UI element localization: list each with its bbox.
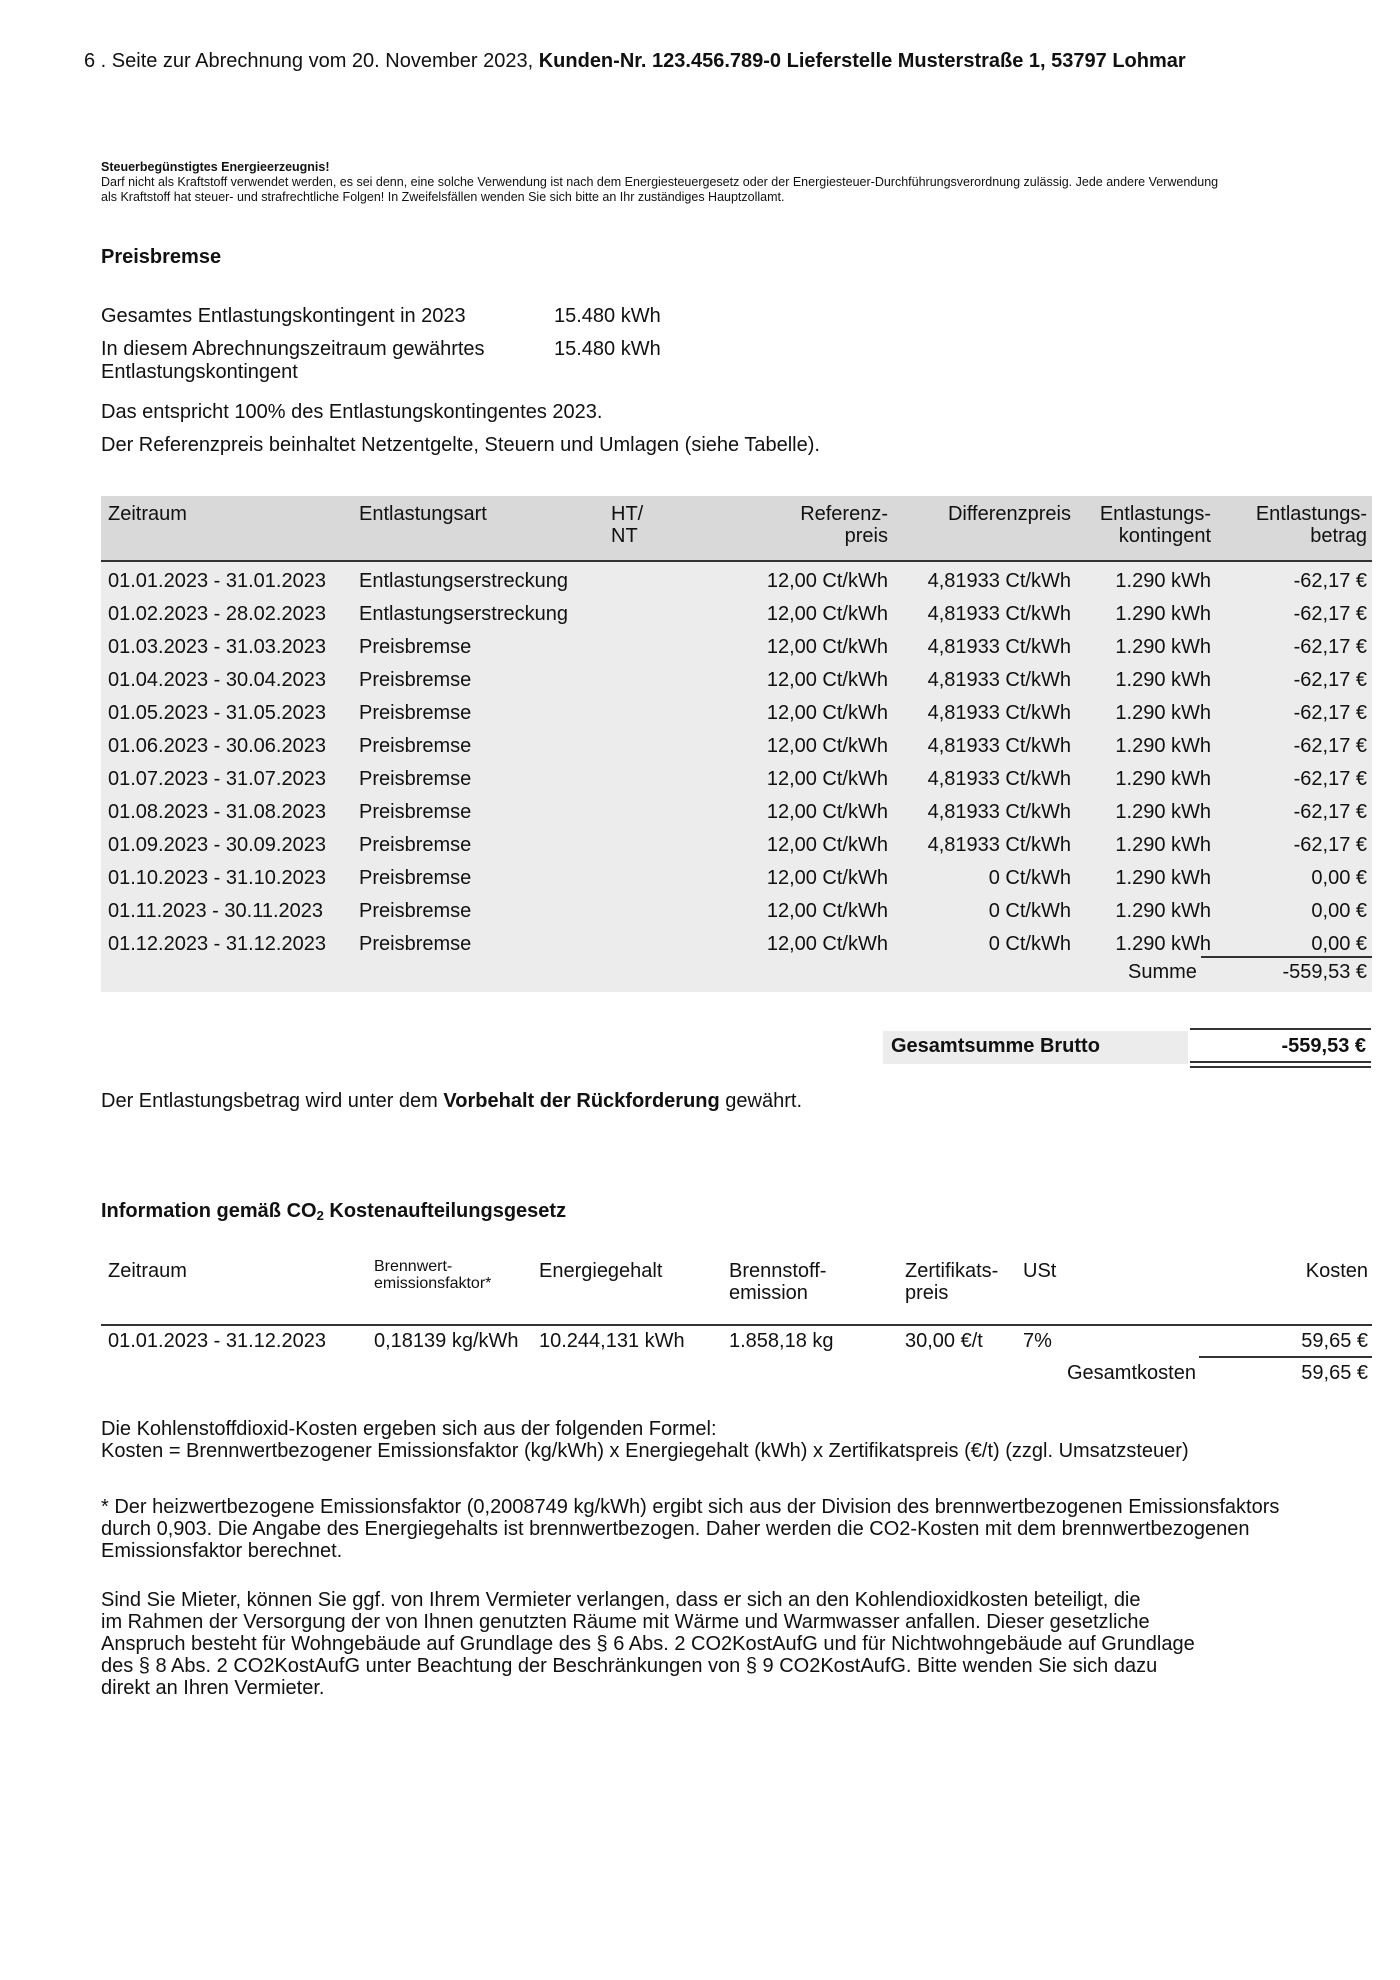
- preisbremse-table: [101, 496, 1372, 992]
- col-kontingent-line: kontingent: [1118, 525, 1211, 547]
- cell-entlastungsart: Preisbremse: [359, 933, 472, 955]
- cell-referenzpreis: 12,00 Ct/kWh: [766, 900, 888, 922]
- cell-kontingent: 1.290 kWh: [1115, 603, 1211, 625]
- cell-zeitraum: 01.08.2023 - 31.08.2023: [108, 801, 326, 823]
- cell-betrag: -62,17 €: [1293, 801, 1367, 823]
- total-gross-label: Gesamtsumme Brutto: [891, 1035, 1100, 1057]
- cell-referenzpreis: 12,00 Ct/kWh: [766, 702, 888, 724]
- co2-title-subscript: 2: [316, 1208, 324, 1223]
- tax-notice-line: als Kraftstoff hat steuer- und strafrechtliche Folgen! In Zweifelsfällen wenden Sie sich bitte an Ihr zuständiges Hauptzollamt.: [101, 190, 785, 204]
- cell-referenzpreis: 12,00 Ct/kWh: [766, 834, 888, 856]
- col-htnt: [611, 503, 643, 547]
- sum-value: -559,53 €: [1282, 961, 1367, 983]
- col-htnt-line: NT: [611, 525, 638, 547]
- co2-row-zeitraum: 01.01.2023 - 31.12.2023: [108, 1330, 326, 1352]
- co2-row-ust: 7%: [1023, 1330, 1052, 1352]
- cell-differenzpreis: 4,81933 Ct/kWh: [927, 570, 1071, 592]
- total-divider-bottom: [1190, 1066, 1371, 1068]
- co2-row-brennstoffemission: 1.858,18 kg: [729, 1330, 834, 1352]
- cell-referenzpreis: 12,00 Ct/kWh: [766, 867, 888, 889]
- cell-differenzpreis: 4,81933 Ct/kWh: [927, 834, 1071, 856]
- cell-differenzpreis: 4,81933 Ct/kWh: [927, 801, 1071, 823]
- cell-referenzpreis: 12,00 Ct/kWh: [766, 735, 888, 757]
- header-customer: Kunden-Nr. 123.456.789-0 Lieferstelle Musterstraße 1, 53797 Lohmar: [538, 50, 1186, 72]
- tax-notice-title: Steuerbegünstigtes Energieerzeugnis!: [101, 160, 330, 174]
- table-row: [101, 929, 1372, 962]
- tax-notice: [101, 160, 1369, 205]
- cell-betrag: -62,17 €: [1293, 735, 1367, 757]
- footnote-text: [101, 1496, 1391, 1562]
- cell-differenzpreis: 4,81933 Ct/kWh: [927, 735, 1071, 757]
- cell-differenzpreis: 4,81933 Ct/kWh: [927, 702, 1071, 724]
- col-ust: USt: [1023, 1260, 1057, 1282]
- total-divider-bottom: [1190, 1061, 1371, 1063]
- col-co2-zeitraum: Zeitraum: [108, 1260, 187, 1282]
- vorbehalt-text-bold: Vorbehalt der Rückforderung: [443, 1090, 720, 1112]
- cell-kontingent: 1.290 kWh: [1115, 834, 1211, 856]
- cell-referenzpreis: 12,00 Ct/kWh: [766, 603, 888, 625]
- cell-referenzpreis: 12,00 Ct/kWh: [766, 570, 888, 592]
- table-row: [101, 566, 1372, 599]
- footnote-line: Emissionsfaktor berechnet.: [101, 1540, 343, 1562]
- total-contingent-value: 15.480 kWh: [554, 305, 661, 327]
- cell-kontingent: 1.290 kWh: [1115, 636, 1211, 658]
- cell-kontingent: 1.290 kWh: [1115, 702, 1211, 724]
- col-brennstoffemission: [729, 1260, 826, 1304]
- tenant-info-line: Sind Sie Mieter, können Sie ggf. von Ihrem Vermieter verlangen, dass er sich an den Kohlendioxidkosten beteiligt, die: [101, 1589, 1141, 1611]
- period-contingent-label-line: Entlastungskontingent: [101, 361, 298, 383]
- cell-entlastungsart: Entlastungserstreckung: [359, 570, 569, 592]
- cell-differenzpreis: 4,81933 Ct/kWh: [927, 603, 1071, 625]
- cell-differenzpreis: 0 Ct/kWh: [988, 900, 1071, 922]
- col-referenzpreis-line: preis: [844, 525, 888, 547]
- cell-differenzpreis: 4,81933 Ct/kWh: [927, 636, 1071, 658]
- cell-referenzpreis: 12,00 Ct/kWh: [766, 669, 888, 691]
- cell-entlastungsart: Entlastungserstreckung: [359, 603, 569, 625]
- table-row: [101, 830, 1372, 863]
- cell-entlastungsart: Preisbremse: [359, 834, 472, 856]
- preisbremse-title: Preisbremse: [101, 246, 222, 268]
- cell-betrag: 0,00 €: [1311, 900, 1367, 922]
- cell-zeitraum: 01.06.2023 - 30.06.2023: [108, 735, 326, 757]
- col-differenzpreis: Differenzpreis: [947, 503, 1071, 525]
- col-htnt-line: HT/: [611, 503, 644, 525]
- total-contingent-label: Gesamtes Entlastungskontingent in 2023: [101, 305, 466, 327]
- cell-betrag: 0,00 €: [1311, 933, 1367, 955]
- vorbehalt-text-part: Der Entlastungsbetrag wird unter dem: [101, 1090, 444, 1112]
- total-divider-top: [1190, 1028, 1371, 1030]
- co2-header-divider: [101, 1324, 1372, 1326]
- col-brennstoffemission-line: Brennstoff-: [729, 1260, 827, 1282]
- cell-entlastungsart: Preisbremse: [359, 801, 472, 823]
- cell-zeitraum: 01.11.2023 - 30.11.2023: [108, 900, 323, 922]
- cell-betrag: -62,17 €: [1293, 702, 1367, 724]
- cell-kontingent: 1.290 kWh: [1115, 570, 1211, 592]
- cell-betrag: -62,17 €: [1293, 570, 1367, 592]
- cell-betrag: -62,17 €: [1293, 636, 1367, 658]
- table-row: [101, 731, 1372, 764]
- table-row: [101, 632, 1372, 665]
- table-row: [101, 665, 1372, 698]
- co2-sum-divider: [1199, 1356, 1372, 1358]
- table-row: [101, 764, 1372, 797]
- cell-referenzpreis: 12,00 Ct/kWh: [766, 636, 888, 658]
- reference-text: Der Referenzpreis beinhaltet Netzentgelte, Steuern und Umlagen (siehe Tabelle).: [101, 434, 820, 456]
- cell-betrag: -62,17 €: [1293, 768, 1367, 790]
- cell-entlastungsart: Preisbremse: [359, 735, 472, 757]
- cell-referenzpreis: 12,00 Ct/kWh: [766, 933, 888, 955]
- col-entlastungsart: Entlastungsart: [359, 503, 487, 525]
- tenant-info-line: im Rahmen der Versorgung der von Ihnen genutzten Räume mit Wärme und Warmwasser anfallen. Dieser gesetzliche: [101, 1611, 1150, 1633]
- cell-zeitraum: 01.01.2023 - 31.01.2023: [108, 570, 326, 592]
- cell-kontingent: 1.290 kWh: [1115, 933, 1211, 955]
- total-gross-value: -559,53 €: [1281, 1035, 1366, 1057]
- cell-zeitraum: 01.03.2023 - 31.03.2023: [108, 636, 326, 658]
- table-row: [101, 698, 1372, 731]
- cell-entlastungsart: Preisbremse: [359, 768, 472, 790]
- cell-entlastungsart: Preisbremse: [359, 900, 472, 922]
- vorbehalt-text-part: gewährt.: [719, 1090, 802, 1112]
- co2-total-value: 59,65 €: [1301, 1362, 1368, 1384]
- cell-zeitraum: 01.05.2023 - 31.05.2023: [108, 702, 326, 724]
- cell-differenzpreis: 0 Ct/kWh: [988, 867, 1071, 889]
- tax-notice-line: Darf nicht als Kraftstoff verwendet werden, es sei denn, eine solche Verwendung ist nach dem Energiesteuergesetz oder der Energiesteuer-Durchführungsverordnung zulässig. Jede andere Verwendung: [101, 175, 1219, 189]
- cell-betrag: -62,17 €: [1293, 669, 1367, 691]
- footnote-line: * Der heizwertbezogene Emissionsfaktor (0,2008749 kg/kWh) ergibt sich aus der Division des brennwertbezogenen Emissionsfaktors: [101, 1496, 1280, 1518]
- cell-differenzpreis: 0 Ct/kWh: [988, 933, 1071, 955]
- tenant-info-text: [101, 1589, 1391, 1699]
- cell-kontingent: 1.290 kWh: [1115, 669, 1211, 691]
- col-betrag: [1201, 503, 1367, 547]
- co2-row-zertifikatspreis: 30,00 €/t: [905, 1330, 983, 1352]
- cell-differenzpreis: 4,81933 Ct/kWh: [927, 768, 1071, 790]
- cell-differenzpreis: 4,81933 Ct/kWh: [927, 669, 1071, 691]
- col-kontingent-line: Entlastungs-: [1099, 503, 1211, 525]
- table-header: [101, 496, 1372, 562]
- co2-title-part: Kostenaufteilungsgesetz: [323, 1200, 567, 1222]
- sum-divider: [1201, 956, 1372, 958]
- co2-row-emissionsfaktor: 0,18139 kg/kWh: [374, 1330, 519, 1352]
- table-row: [101, 896, 1372, 929]
- col-emissionsfaktor-line: Brennwert-: [374, 1258, 453, 1275]
- col-referenzpreis: [701, 503, 888, 547]
- col-zertifikatspreis-line: Zertifikats-: [905, 1260, 999, 1282]
- footnote-line: durch 0,903. Die Angabe des Energiegehalts ist brennwertbezogen. Daher werden die CO2-Kosten mit dem brennwertbezogenen: [101, 1518, 1250, 1540]
- cell-betrag: 0,00 €: [1311, 867, 1367, 889]
- cell-referenzpreis: 12,00 Ct/kWh: [766, 801, 888, 823]
- co2-total-label: Gesamtkosten: [1067, 1362, 1196, 1384]
- period-contingent-label: [101, 338, 541, 384]
- col-zertifikatspreis-line: preis: [905, 1282, 949, 1304]
- cell-entlastungsart: Preisbremse: [359, 636, 472, 658]
- col-zeitraum: Zeitraum: [108, 503, 187, 525]
- co2-row-kosten: 59,65 €: [1301, 1330, 1368, 1352]
- col-referenzpreis-line: Referenz-: [800, 503, 888, 525]
- cell-zeitraum: 01.09.2023 - 30.09.2023: [108, 834, 326, 856]
- col-energiegehalt: Energiegehalt: [539, 1260, 663, 1282]
- cell-zeitraum: 01.12.2023 - 31.12.2023: [108, 933, 326, 955]
- page-header: [84, 50, 1186, 73]
- table-row: [101, 599, 1372, 632]
- cell-referenzpreis: 12,00 Ct/kWh: [766, 768, 888, 790]
- col-betrag-line: betrag: [1310, 525, 1367, 547]
- co2-title-part: Information gemäß CO: [101, 1200, 317, 1222]
- tenant-info-line: direkt an Ihren Vermieter.: [101, 1677, 325, 1699]
- col-zertifikatspreis: [905, 1260, 998, 1304]
- percent-text: Das entspricht 100% des Entlastungskontingentes 2023.: [101, 401, 603, 423]
- cell-betrag: -62,17 €: [1293, 834, 1367, 856]
- cell-kontingent: 1.290 kWh: [1115, 867, 1211, 889]
- col-emissionsfaktor-line: emissionsfaktor*: [374, 1275, 492, 1292]
- cell-kontingent: 1.290 kWh: [1115, 900, 1211, 922]
- col-brennstoffemission-line: emission: [729, 1282, 808, 1304]
- co2-row-energiegehalt: 10.244,131 kWh: [539, 1330, 685, 1352]
- cell-kontingent: 1.290 kWh: [1115, 768, 1211, 790]
- tenant-info-line: Anspruch besteht für Wohngebäude auf Grundlage des § 6 Abs. 2 CO2KostAufG und für Nichtwohngebäude auf Grundlage: [101, 1633, 1195, 1655]
- tenant-info-line: des § 8 Abs. 2 CO2KostAufG unter Beachtung der Beschränkungen von § 9 CO2KostAufG. Bitte wenden Sie sich dazu: [101, 1655, 1158, 1677]
- vorbehalt-text: [101, 1090, 802, 1113]
- formula-line: Kosten = Brennwertbezogener Emissionsfaktor (kg/kWh) x Energiegehalt (kWh) x Zertifikatspreis (€/t) (zzgl. Umsatzsteuer): [101, 1440, 1189, 1462]
- col-kontingent: [1001, 503, 1211, 547]
- cell-kontingent: 1.290 kWh: [1115, 801, 1211, 823]
- sum-label: Summe: [1128, 961, 1197, 983]
- table-row: [101, 863, 1372, 896]
- header-prefix: 6 . Seite zur Abrechnung vom 20. November 2023,: [84, 50, 539, 72]
- cell-zeitraum: 01.02.2023 - 28.02.2023: [108, 603, 326, 625]
- col-betrag-line: Entlastungs-: [1255, 503, 1367, 525]
- formula-line: Die Kohlenstoffdioxid-Kosten ergeben sich aus der folgenden Formel:: [101, 1418, 717, 1440]
- co2-title: [101, 1200, 566, 1223]
- cell-zeitraum: 01.10.2023 - 31.10.2023: [108, 867, 326, 889]
- cell-zeitraum: 01.04.2023 - 30.04.2023: [108, 669, 326, 691]
- formula-text: [101, 1418, 1391, 1462]
- col-emissionsfaktor: [374, 1258, 491, 1292]
- period-contingent-value: 15.480 kWh: [554, 338, 661, 360]
- cell-entlastungsart: Preisbremse: [359, 669, 472, 691]
- cell-entlastungsart: Preisbremse: [359, 702, 472, 724]
- col-kosten: Kosten: [1305, 1260, 1368, 1282]
- cell-kontingent: 1.290 kWh: [1115, 735, 1211, 757]
- cell-betrag: -62,17 €: [1293, 603, 1367, 625]
- cell-zeitraum: 01.07.2023 - 31.07.2023: [108, 768, 326, 790]
- table-row: [101, 797, 1372, 830]
- period-contingent-label-line: In diesem Abrechnungszeitraum gewährtes: [101, 338, 485, 360]
- cell-entlastungsart: Preisbremse: [359, 867, 472, 889]
